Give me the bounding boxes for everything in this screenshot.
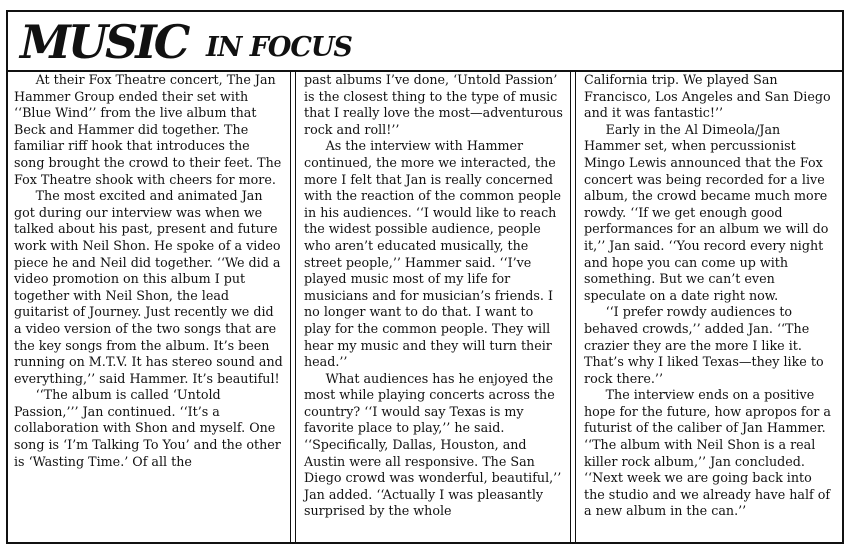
paragraph: What audiences has he enjoyed the most while playing concerts across the country? ‘‘I would say Texas is my favorite place to play,’’ he said. ‘‘Specifically, Dallas, Houston, and Austin were all responsive. The San Diego crowd was wonderful, beautiful,’’ Jan added. ‘‘Actually I was pleasantly surprised by the whole [304,370,562,519]
column-2 [298,70,570,544]
paragraph: At their Fox Theatre concert, The Jan Hammer Group ended their set with ‘‘Blue Wind’’ from the live album that Beck and Hammer did together. The familiar riff hook that introduces the song brought the crowd to their feet. The Fox Theatre shook with cheers for more. [14,72,282,187]
masthead [8,12,842,72]
article-frame [6,10,844,544]
column-divider [570,70,576,544]
masthead-title-sub: IN FOCUS [206,32,352,63]
paragraph: ‘‘The album is called ‘Untold Passion,’’’ Jan continued. ‘‘It’s a collaboration with Shon and myself. One song is ‘I’m Talking To You’ and the other is ‘Wasting Time.’ Of all the [14,387,281,469]
column-divider [290,70,296,544]
paragraph: past albums I’ve done, ‘Untold Passion’ is the closest thing to the type of music that I really love the most—adventurous rock and roll!’’ [304,72,563,137]
paragraph: The most excited and animated Jan got during our interview was when we talked about his past, present and future work with Neil Shon. He spoke of a video piece he and Neil did together. ‘‘We did a video promotion on this album I put together with Neil Shon, the lead guitarist of Journey. Just recently we did a video version of the two songs that are the key songs from the album. It’s been running on M.T.V. It has stereo sound and everything,’’ said Hammer. It’s beautiful! [14,188,283,386]
masthead-title-main: MUSIC [20,15,188,69]
column-3 [578,70,842,544]
paragraph: California trip. We played San Francisco, Los Angeles and San Diego and it was fantastic!’’ [584,72,831,121]
column-1 [8,70,290,544]
paragraph: Early in the Al Dimeola/Jan Hammer set, when percussionist Mingo Lewis announced that the Fox concert was being recorded for a live album, the crowd became much more rowdy. ‘‘If we get enough good performances for an album we will do it,’’ Jan said. ‘‘You record every night and hope you can come up with something. But we can’t even speculate on a date right now. [584,121,829,303]
paragraph: ‘‘I prefer rowdy audiences to behaved crowds,’’ added Jan. ‘‘The crazier they are the more I like it. That’s why I liked Texas—they like to rock there.’’ [584,304,824,386]
paragraph: The interview ends on a positive hope for the future, how apropos for a futurist of the caliber of Jan Hammer. ‘‘The album with Neil Shon is a real killer rock album,’’ Jan concluded. ‘‘Next week we are going back into the studio and we already have half of a new album in the can.’’ [584,387,831,519]
paragraph: As the interview with Hammer continued, the more we interacted, the more I felt that Jan is really concerned with the reaction of the common people in his audiences. ‘‘I would like to reach the widest possible audience, people who aren’t educated musically, the street people,’’ Hammer said. ‘‘I’ve played music most of my life for musicians and for musician’s friends. I no longer want to do that. I want to play for the common people. They will hear my music and they will turn their head.’’ [304,138,562,370]
